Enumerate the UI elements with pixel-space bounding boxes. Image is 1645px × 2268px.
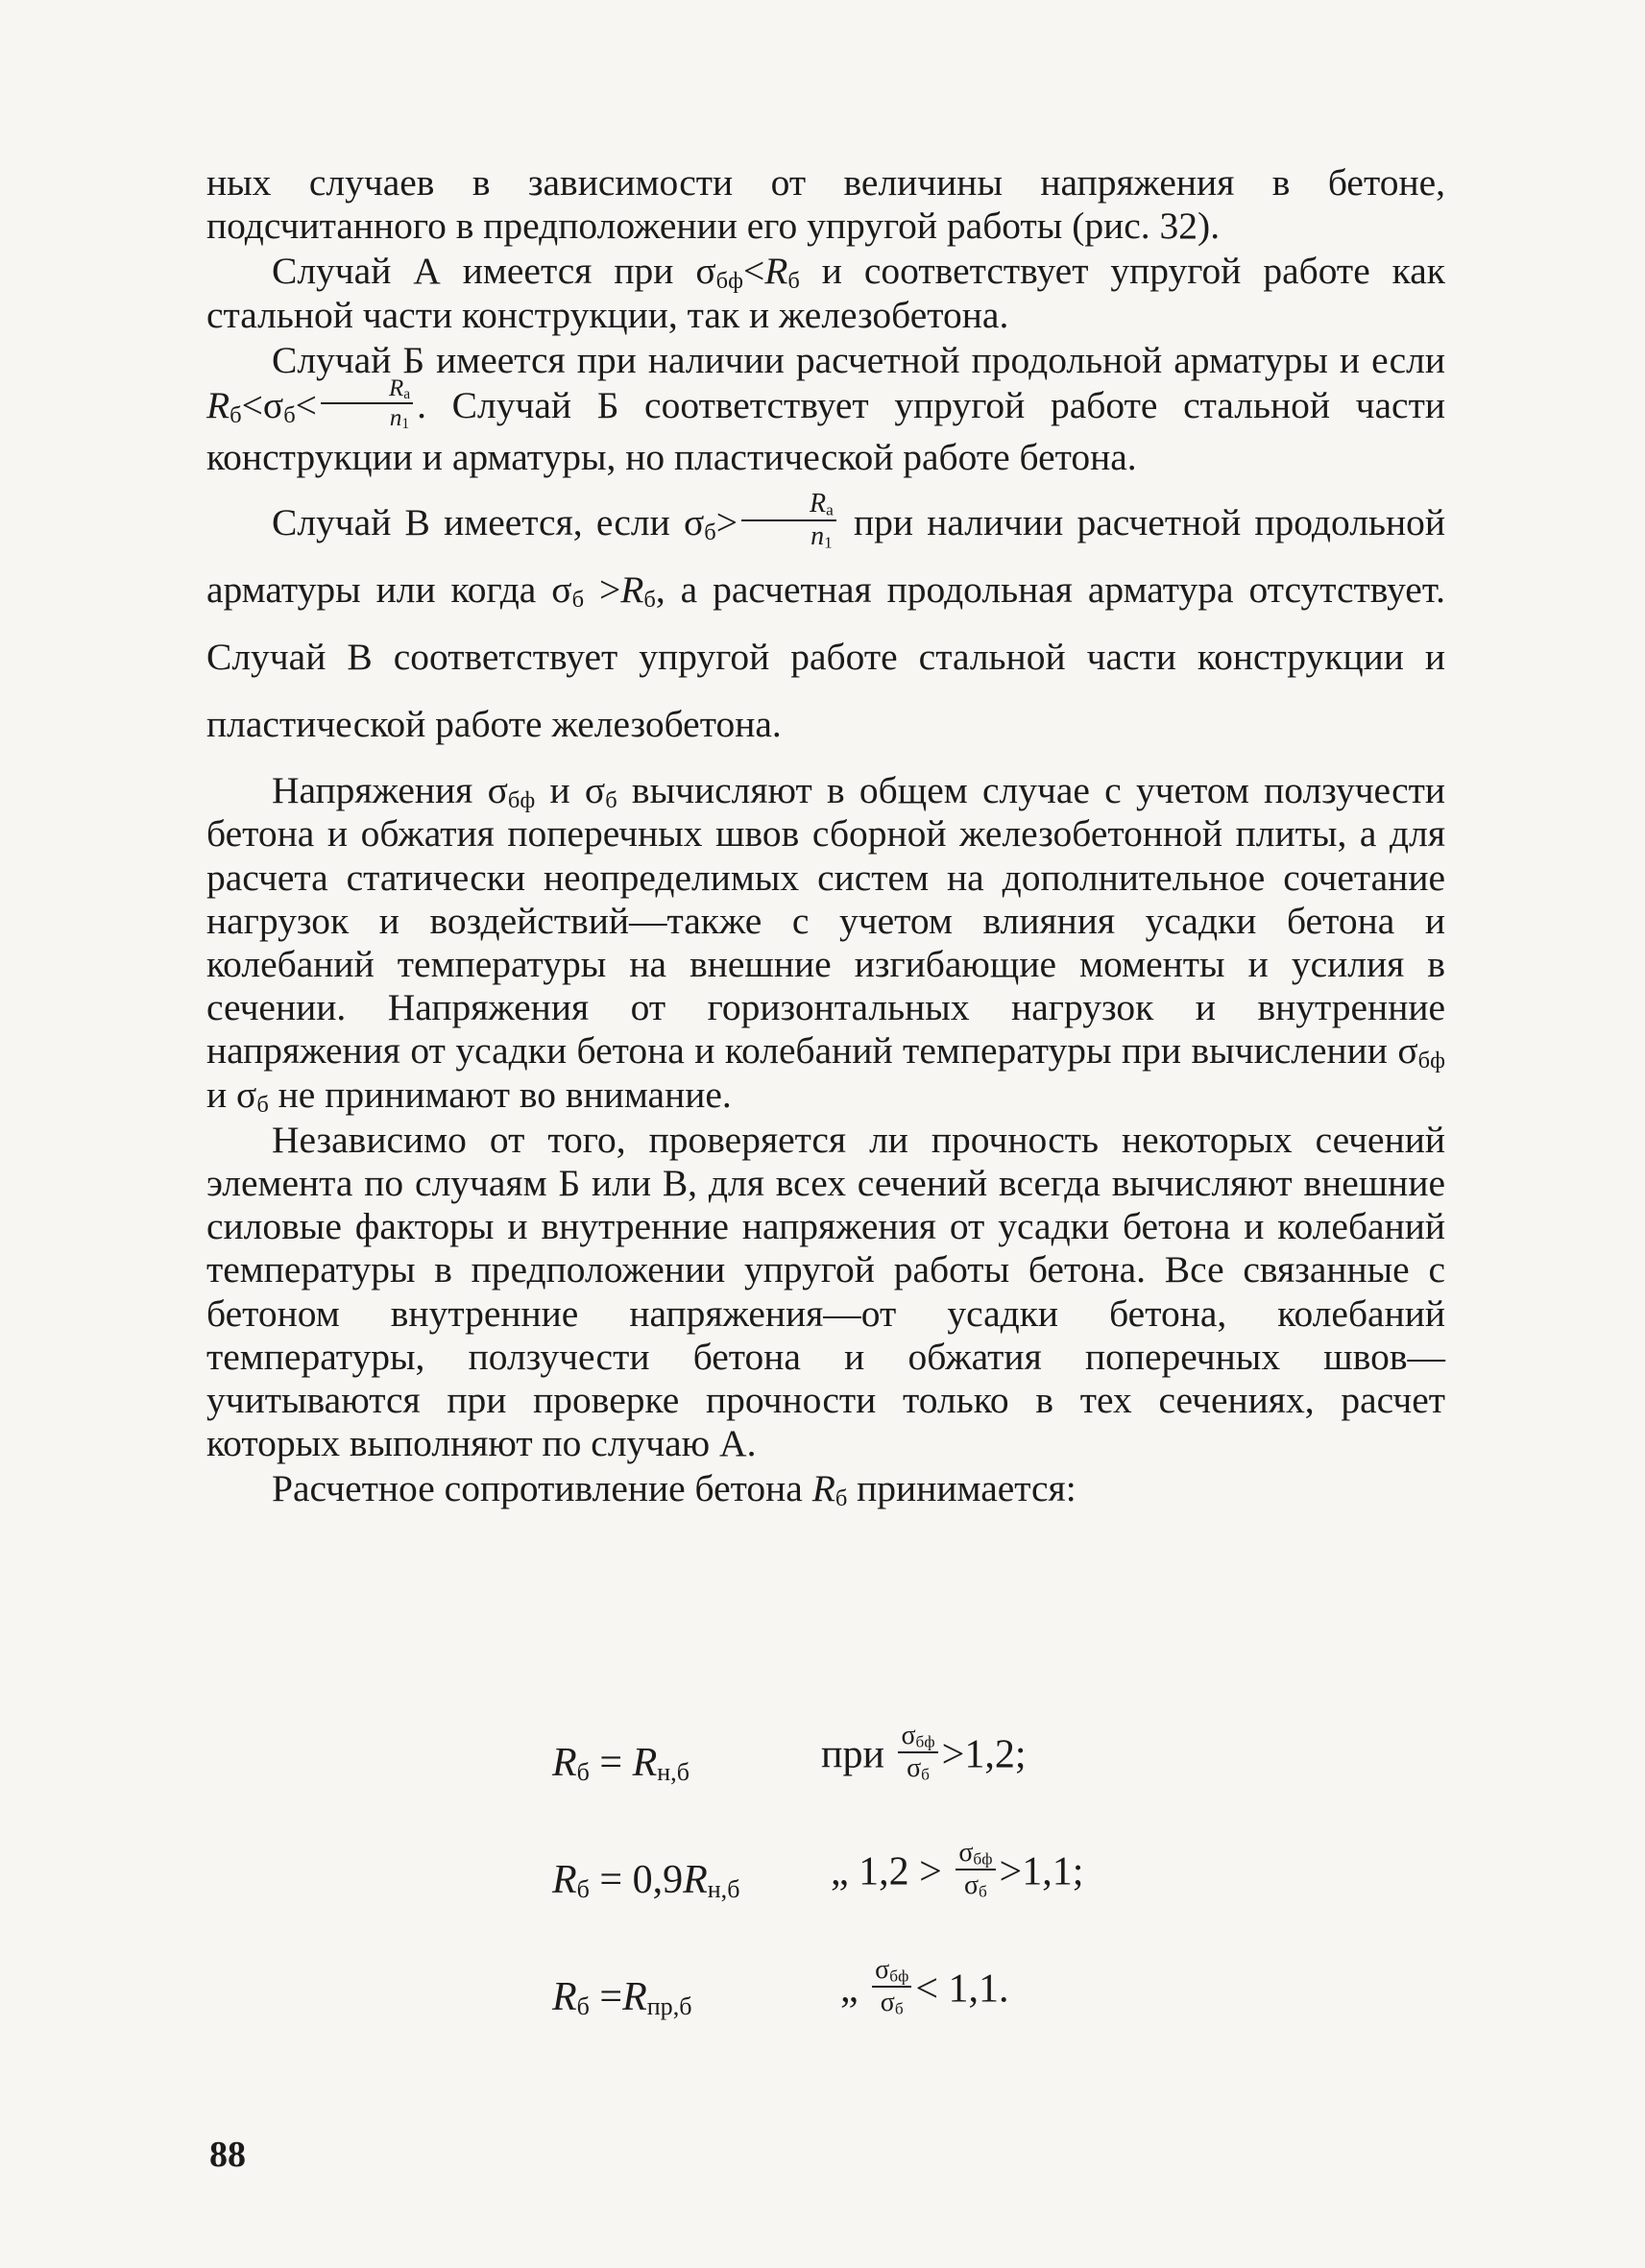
formula-lhs: $R_б =R_{пр,б}$ bbox=[552, 1975, 692, 2021]
formula-lhs: $R_б = 0,9R_{н,б}$ bbox=[552, 1858, 740, 1904]
fraction-ra-n1: $\frac{R_а}{n_1}$ bbox=[321, 376, 413, 430]
page-number: 88 bbox=[209, 2135, 246, 2175]
formula-condition: „ $\frac{\sigma_{бф}}{\sigma_б}$ < 1,1. bbox=[840, 1955, 1009, 2018]
paragraph-case-v-first: Случай В имеется, если $\sigma_б>$ $\frac{R_а}{n_1}$ при наличии расчетной продольной арматуры или когда $\sigma_б >R_б$, а расчетная продольная арматура отсутствует. Случай В соответствует упругой работе стальной части конструкции и пластической работе железобетона. bbox=[206, 489, 1446, 746]
paragraph-resistance: Расчетное сопротивление бетона $R_б$ принимается: bbox=[272, 1467, 1077, 1512]
paragraph-stresses: Напряжения $\sigma_{бф}$ и $\sigma_б$ вычисляют в общем случае с учетом ползучести бетона и обжатия поперечных швов сборной железобетонной плиты, а для расчета статически неопределимых систем на дополнительное сочетание нагрузок и воздействий—также с учетом влияния усадки бетона и колебаний температуры на внешние изгибающие моменты и усилия в сечении. Напряжения от горизонтальных нагрузок и внутренние напряжения от усадки бетона и колебаний температуры при вычислении $\sigma_{бф}$ и $\sigma_б$ не принимают во внимание. bbox=[206, 769, 1446, 1118]
paragraph-1: ных случаев в зависимости от величины напряжения в бетоне, подсчитанного в предположении его упругой работы (рис. 32). bbox=[206, 161, 1445, 248]
paragraph-case-a: Случай А имеется при $\sigma_{бф}<R_б$ и соответствует упругой работе как стальной части конструкции, так и железобетона. bbox=[206, 250, 1445, 336]
fraction-ra-n1: $\frac{R_а}{n_1}$ bbox=[741, 491, 836, 550]
paragraph-case-b: Случай Б имеется при наличии расчетной продольной арматуры и если $R_б<\sigma_б<$ $\frac{R_а}{n_1}$ . Случай Б соответствует упругой работе стальной части конструкции и арматуры, но пластической работе бетона. bbox=[206, 338, 1445, 479]
formula-lhs: $R_б = R_{н,б}$ bbox=[552, 1741, 689, 1787]
paragraph-independent: Независимо от того, проверяется ли прочность некоторых сечений элемента по случаям Б или В, для всех сечений всегда вычисляют внешние силовые факторы и внутренние напряжения от усадки бетона и колебаний температуры в предположении упругой работы бетона. Все связанные с бетоном внутренние напряжения—от усадки бетона, колебаний температуры, ползучести бетона и обжатия поперечных швов—учитываются при проверке прочности только в тех сечениях, расчет которых выполняют по случаю А. bbox=[206, 1118, 1445, 1465]
formula-condition: „ 1,2 > $\frac{\sigma_{бф}}{\sigma_б}$ >1,1; bbox=[831, 1838, 1084, 1901]
body-text bbox=[206, 161, 1445, 1511]
formula-condition: при $\frac{\sigma_{бф}}{\sigma_б}$ >1,2; bbox=[821, 1721, 1027, 1784]
